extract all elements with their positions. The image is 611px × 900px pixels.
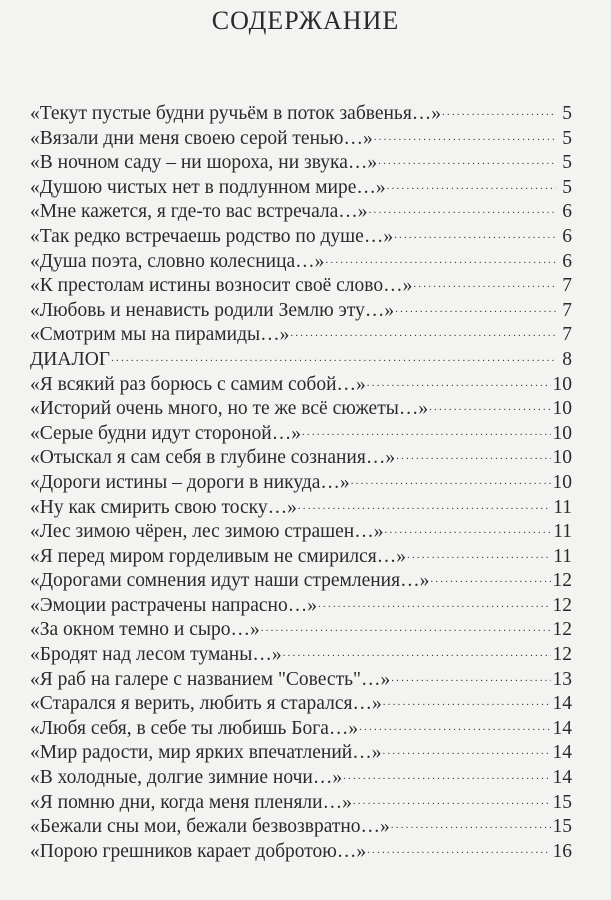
toc-entry [30,373,572,398]
toc-entry-page-number: 12 [552,594,572,616]
toc-entry-page-number: 5 [562,176,572,198]
toc-entry-page-number: 14 [552,742,572,764]
toc-entry [30,151,572,176]
dot-leader [343,764,550,789]
toc-entry-title: «За окном темно и сыро…» [30,619,260,641]
toc-entry [30,668,572,693]
dot-leader [290,321,556,346]
dot-leader [283,641,551,666]
toc-entry-page-number: 13 [552,668,572,690]
toc-entry-page-number: 5 [562,103,572,124]
toc-entry-title: «Дорогами сомнения идут наши стремления…» [30,570,430,592]
dot-leader [385,518,552,543]
dot-leader [429,395,550,420]
toc-entry-page-number: 15 [552,791,572,813]
toc-entry-title: «Любовь и ненависть родили Землю эту…» [30,299,395,321]
toc-entry-page-number: 10 [552,398,572,420]
toc-entry-title: «Я раб на галере с названием "Совесть"…» [30,668,391,690]
toc-entry-page-number: 10 [552,447,572,469]
toc-entry [30,200,572,225]
toc-entry [30,717,572,742]
toc-entry-title: «Я перед миром горделивым не смирился…» [30,545,406,567]
toc-entry-title: «Я помню дни, когда меня пленяли…» [30,791,352,813]
toc-entry-title: «Любя себя, в себе ты любишь Бога…» [30,717,359,739]
toc-entry-page-number: 5 [562,127,572,149]
toc-entry [30,323,572,348]
toc-entry-title: «Бежали сны мои, бежали безвозвратно…» [30,816,390,838]
toc-entry-title: «Душою чистых нет в подлунном мире…» [30,176,386,198]
toc-entry [30,741,572,766]
toc-entry-title: «Лес зимою чёрен, лес зимою страшен…» [30,521,384,543]
toc-entry-page-number: 14 [552,693,572,715]
toc-entry-page-number: 10 [552,422,572,444]
table-of-contents [30,102,572,864]
toc-entry-page-number: 14 [552,767,572,789]
toc-entry [30,840,572,865]
toc-entry-page-number: 12 [552,644,572,666]
toc-entry [30,594,572,619]
toc-entry-title: «Историй очень много, но те же всё сюжеты…» [30,398,429,420]
toc-entry-title: «Серые будни идут стороной…» [30,422,301,444]
dot-leader [387,174,556,199]
toc-entry [30,496,572,521]
toc-entry-title: «В ночном саду – ни шороха, ни звука…» [30,152,378,174]
toc-entry-title: «Душа поэта, словно колесница…» [30,250,325,272]
toc-entry-title: «К престолам истины возносит своё слово…» [30,275,413,297]
dot-leader [394,223,556,248]
toc-entry [30,299,572,324]
toc-entry-page-number: 10 [552,471,572,493]
dot-leader [298,494,551,519]
toc-entry [30,127,572,152]
toc-entry-title: «Дороги истины – дороги в никуда…» [30,471,350,493]
toc-entry-page-number: 10 [552,373,572,395]
toc-entry [30,102,572,127]
toc-entry-page-number: 16 [552,840,572,862]
toc-entry [30,422,572,447]
dot-leader [261,616,551,641]
dot-leader [383,690,551,715]
dot-leader [378,149,556,174]
toc-entry-page-number: 6 [562,250,572,272]
dot-leader [374,125,556,150]
toc-entry-title: «Бродят над лесом туманы…» [30,644,282,666]
toc-entry [30,446,572,471]
toc-entry [30,520,572,545]
toc-entry-title: «Эмоции растрачены напрасно…» [30,594,317,616]
toc-entry-page-number: 14 [552,717,572,739]
toc-entry-page-number: 6 [562,225,572,247]
toc-entry [30,791,572,816]
toc-entry [30,545,572,570]
dot-leader [369,198,556,223]
toc-entry-title: «Так редко встречаешь родство по душе…» [30,225,394,247]
toc-entry [30,397,572,422]
toc-entry-title: ДИАЛОГ [30,348,111,370]
toc-entry [30,692,572,717]
toc-entry-page-number: 7 [562,275,572,297]
page-title: СОДЕРЖАНИЕ [211,6,400,35]
dot-leader [302,420,551,445]
toc-entry-page-number: 8 [562,348,572,370]
toc-entry-page-number: 12 [552,619,572,641]
toc-entry-page-number: 6 [562,201,572,223]
toc-entry [30,766,572,791]
toc-entry-page-number: 15 [552,816,572,838]
dot-leader [430,567,550,592]
toc-entry [30,250,572,275]
dot-leader [318,592,551,617]
dot-leader [407,543,551,568]
toc-entry-page-number: 11 [553,521,572,543]
dot-leader [353,789,551,814]
dot-leader [359,715,550,740]
dot-leader [391,813,551,838]
toc-entry [30,348,572,373]
toc-entry-title: «Я всякий раз борюсь с самим собой…» [30,373,366,395]
toc-entry-title: «Ну как смирить свою тоску…» [30,496,297,518]
toc-entry-title: «Смотрим мы на пирамиды…» [30,324,290,346]
toc-entry-title: «Порою грешников карает добротою…» [30,840,367,862]
toc-entry [30,569,572,594]
toc-entry-title: «Старался я верить, любить я старался…» [30,693,382,715]
toc-entry-title: «Мир радости, мир ярких впечатлений…» [30,742,382,764]
toc-entry [30,176,572,201]
dot-leader [382,739,550,764]
toc-entry-title: «Вязали дни меня своею серой тенью…» [30,127,373,149]
toc-entry-page-number: 11 [553,545,572,567]
dot-leader [413,272,556,297]
dot-leader [396,444,550,469]
toc-entry-page-number: 11 [553,496,572,518]
toc-entry [30,643,572,668]
dot-leader [351,469,551,494]
toc-entry-title: «Отыскал я сам себя в глубине сознания…» [30,447,396,469]
dot-leader [111,346,556,371]
dot-leader [367,838,550,863]
toc-entry-title: «Мне кажется, я где-то вас встречала…» [30,201,368,223]
toc-entry-title: «Текут пустые будни ручьём в поток забвенья…» [30,103,442,124]
dot-leader [391,666,550,691]
toc-entry-page-number: 7 [562,324,572,346]
toc-entry-title: «В холодные, долгие зимние ночи…» [30,767,343,789]
toc-entry [30,274,572,299]
toc-entry-page-number: 5 [562,152,572,174]
toc-entry [30,225,572,250]
toc-entry [30,471,572,496]
toc-entry [30,815,572,840]
dot-leader [395,297,556,322]
toc-entry-page-number: 12 [552,570,572,592]
toc-entry-page-number: 7 [562,299,572,321]
toc-entry [30,618,572,643]
dot-leader [367,371,551,396]
dot-leader [442,100,556,125]
dot-leader [325,248,556,273]
